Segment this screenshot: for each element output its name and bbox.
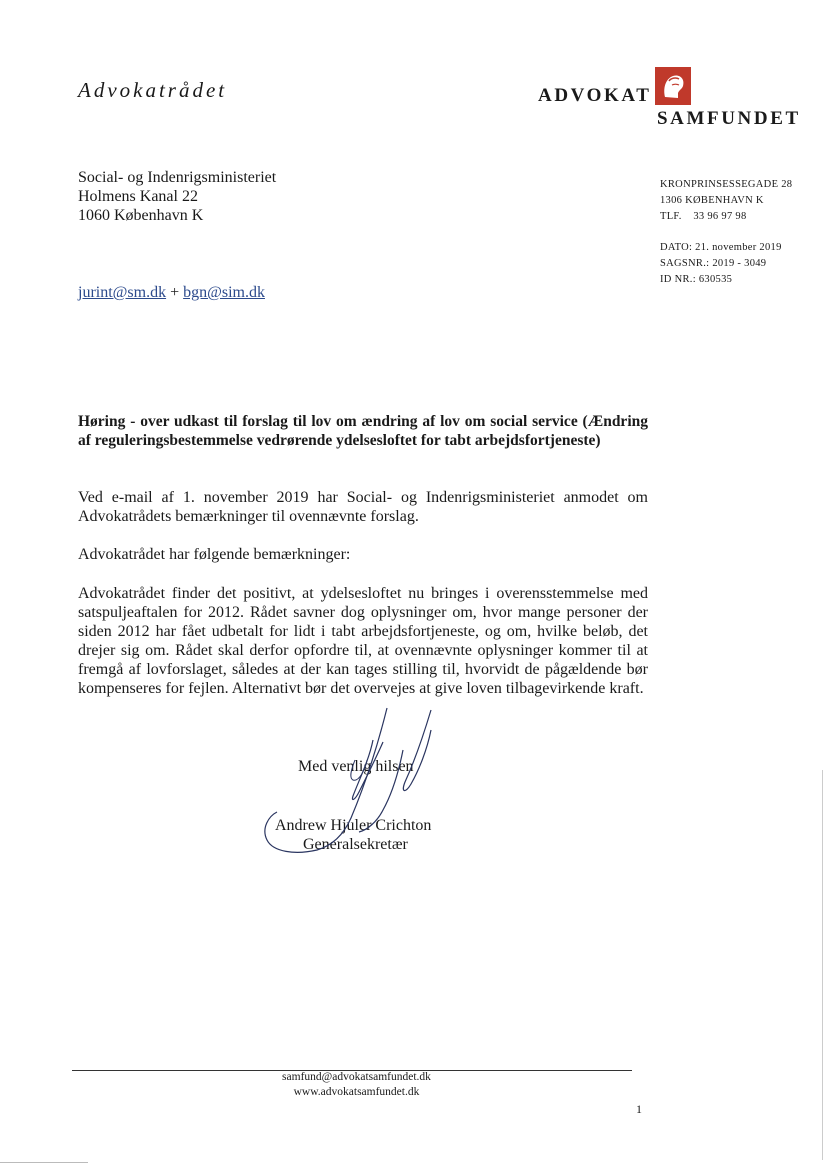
- scan-corner-line: [0, 1162, 88, 1163]
- case-row: [660, 256, 782, 272]
- body-paragraph-2: Advokatrådet har følgende bemærkninger:: [78, 546, 351, 563]
- handwritten-signature-icon: [255, 700, 445, 865]
- recipient-street: Holmens Kanal 22: [78, 188, 198, 205]
- closing-greeting: Med venlig hilsen: [298, 758, 414, 775]
- body-paragraph-3: Advokatrådet finder det positivt, at ydelsesloftet nu bringes i overensstemmelse med satspuljeaftalen for 2012. Rådet savner dog oplysninger om, hvor mange personer der siden 2012 har fået udbetalt for lidt i tabt arbejdsfortjeneste, og om, hvilke beløb, det drejer sig om. Rådet skal derfor opfordre til, at ovennævnte oplysninger kommer til at fremgå af lovforslaget, således at der kan tages stilling til, hvorvidt de pågældende bør kompenseres for fejlen. Alternativt bør det overvejes at give loven tilbagevirkende kraft.: [78, 585, 648, 697]
- recipient-emails: [78, 284, 265, 302]
- sender-contact: [660, 177, 792, 225]
- id-label: ID NR.:: [660, 274, 696, 285]
- email-link-bgn[interactable]: bgn@sim.dk: [183, 284, 265, 301]
- signer-name: Andrew Hjuler Crichton: [275, 817, 432, 834]
- sender-name: Advokatrådet: [78, 78, 228, 102]
- recipient-city: 1060 København K: [78, 207, 204, 224]
- id-value: 630535: [698, 274, 733, 285]
- date-label: DATO:: [660, 242, 693, 253]
- scan-edge-line: [822, 770, 823, 1160]
- footer-website: www.advokatsamfundet.dk: [293, 1086, 420, 1098]
- case-label: SAGSNR.:: [660, 258, 710, 269]
- contact-city: 1306 KØBENHAVN K: [660, 195, 764, 206]
- page-number: 1: [636, 1102, 642, 1116]
- signer-title: Generalsekretær: [303, 836, 408, 853]
- footer-email: samfund@advokatsamfundet.dk: [282, 1071, 431, 1083]
- logo-text-advokat: ADVOKAT: [538, 85, 652, 106]
- phone-label: TLF.: [660, 211, 682, 222]
- logo-text-samfundet: SAMFUNDET: [657, 108, 801, 129]
- id-row: [660, 272, 782, 288]
- date-value: 21. november 2019: [695, 242, 782, 253]
- letter-subject: Høring - over udkast til forslag til lov om ændring af lov om social service (Ændring af reguleringsbestemmelse vedrørende ydelsesloftet for tabt arbejdsfortjeneste): [78, 413, 648, 449]
- recipient-address: [78, 168, 276, 225]
- contact-phone-row: [660, 209, 792, 225]
- email-separator: +: [170, 284, 180, 301]
- phone-number: 33 96 97 98: [693, 211, 747, 222]
- case-value: 2019 - 3049: [712, 258, 767, 269]
- body-paragraph-1: Ved e-mail af 1. november 2019 har Social- og Indenrigsministeriet anmodet om Advokatrådets bemærkninger til ovennævnte forslag.: [78, 489, 648, 525]
- letter-meta: [660, 240, 782, 288]
- logo-emblem-icon: [655, 67, 691, 105]
- date-row: [660, 240, 782, 256]
- recipient-name: Social- og Indenrigsministeriet: [78, 169, 277, 186]
- footer: [0, 1070, 827, 1100]
- email-link-jurint[interactable]: jurint@sm.dk: [78, 284, 167, 301]
- contact-address: KRONPRINSESSEGADE 28: [660, 179, 793, 190]
